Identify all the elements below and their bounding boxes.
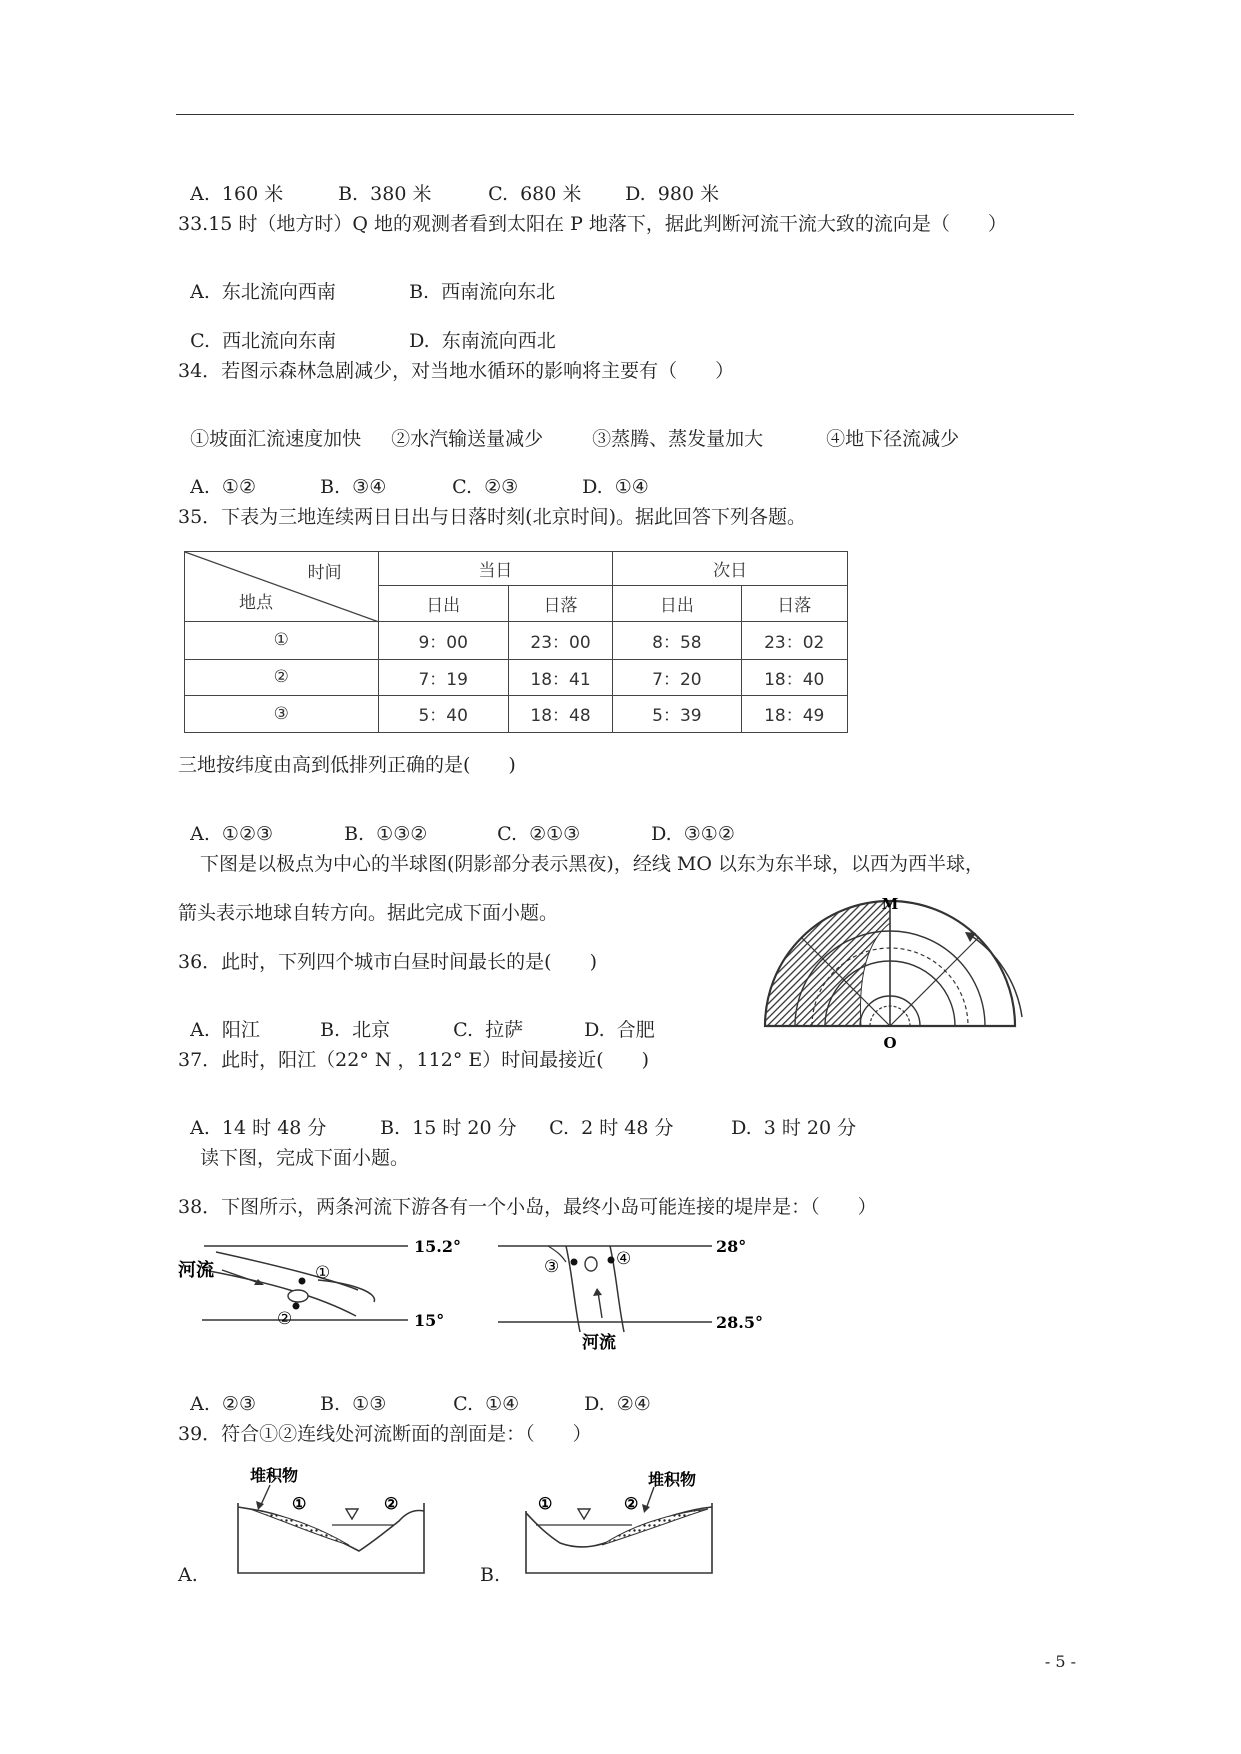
place-cell: ① [185, 622, 379, 659]
subheader-sunrise: 日出 [613, 586, 741, 622]
sunrise-sunset-table [184, 551, 848, 733]
time-cell: 23：00 [508, 622, 612, 659]
time-cell: 18：48 [508, 695, 612, 732]
item-3: ③蒸腾、蒸发量加大 [592, 428, 764, 450]
option-a: A. 160 米 [190, 183, 284, 205]
lat-top-label: 28° [716, 1237, 747, 1256]
table-row [185, 659, 848, 695]
option-b: B. ①③ [320, 1393, 387, 1415]
header-day1: 当日 [378, 552, 613, 586]
q33-options-row2 [178, 313, 556, 351]
subheader-sunset: 日落 [741, 586, 848, 622]
option-b: B. 北京 [320, 1019, 391, 1041]
option-b: B. ①③② [344, 823, 428, 845]
lat-bottom-label: 15° [414, 1311, 445, 1330]
time-cell: 7：20 [613, 659, 741, 695]
q38-stem: 38．下图所示，两条河流下游各有一个小岛，最终小岛可能连接的堤岸是：（ ） [178, 1196, 877, 1218]
river-label: 河流 [178, 1260, 214, 1281]
option-c: C. 680 米 [488, 183, 582, 205]
river-profile-a [234, 1463, 434, 1578]
island [288, 1290, 308, 1302]
lat-bottom-label: 28.5° [716, 1313, 763, 1332]
time-cell: 18：40 [741, 659, 848, 695]
q34-items [178, 411, 959, 449]
option-d: D. ②④ [584, 1393, 651, 1415]
q37-options [178, 1100, 856, 1138]
option-c: C. ②①③ [497, 823, 581, 845]
table-row [185, 622, 848, 659]
option-d: D. 3 时 20 分 [731, 1117, 857, 1139]
option-d: D. 980 米 [625, 183, 720, 205]
river-label: 河流 [582, 1333, 616, 1353]
header-day2: 次日 [613, 552, 848, 586]
corner-diagonal [185, 552, 379, 622]
deposit-pointer-head [642, 1504, 650, 1513]
item-1: ①坡面汇流速度加快 [190, 428, 362, 450]
island [585, 1257, 597, 1271]
option-a: A. 阳江 [190, 1019, 260, 1041]
place-cell: ③ [185, 695, 379, 732]
marker-4: ④ [616, 1249, 632, 1269]
label-o: O [883, 1034, 897, 1052]
subheader-sunrise: 日出 [378, 586, 508, 622]
deposit-label: 堆积物 [250, 1466, 299, 1485]
header-rule [176, 114, 1074, 115]
time-cell: 8：58 [613, 622, 741, 659]
fig-a-label: A. [178, 1564, 198, 1586]
marker-1: ① [538, 1494, 553, 1513]
option-c: C. 西北流向东南 [190, 330, 337, 352]
river-profile-b [522, 1463, 722, 1578]
option-a: A. ①② [190, 476, 256, 498]
time-cell: 5：40 [378, 695, 508, 732]
deposit-layer [250, 1509, 349, 1545]
option-a: A. 14 时 48 分 [190, 1117, 327, 1139]
time-cell: 18：41 [508, 659, 612, 695]
time-cell: 9：00 [378, 622, 508, 659]
q39-stem: 39．符合①②连线处河流断面的剖面是：（ ） [178, 1423, 592, 1445]
option-a: A. ①②③ [190, 823, 274, 845]
river-figure-left [178, 1232, 478, 1342]
river-bank-upper [216, 1252, 358, 1290]
option-c: C. 2 时 48 分 [549, 1117, 674, 1139]
flow-arrow [222, 1270, 262, 1284]
time-cell: 7：19 [378, 659, 508, 695]
subheader-sunset: 日落 [508, 586, 612, 622]
q34-options [178, 459, 649, 497]
item-2: ②水汽输送量减少 [391, 428, 544, 450]
point-2 [293, 1303, 300, 1310]
intro36-line2: 箭头表示地球自转方向。据此完成下面小题。 [178, 902, 559, 924]
marker-2: ② [384, 1494, 399, 1513]
option-a: A. ②③ [190, 1393, 256, 1415]
label-m: M [881, 895, 899, 913]
q35-options [178, 806, 735, 844]
flow-arrow [598, 1292, 602, 1318]
point-4 [608, 1257, 615, 1264]
q37-stem: 37．此时，阳江（22° N ，112° E）时间最接近( ) [178, 1049, 650, 1071]
table-row [185, 695, 848, 732]
option-b: B. 15 时 20 分 [380, 1117, 517, 1139]
option-d: D. ①④ [582, 476, 649, 498]
option-d: D. 合肥 [584, 1019, 655, 1041]
q32-options [178, 166, 719, 204]
marker-1: ① [315, 1263, 331, 1283]
option-c: C. ②③ [452, 476, 519, 498]
flow-arrow-head [593, 1288, 602, 1296]
marker-1: ① [292, 1494, 307, 1513]
corner-label-time: 时间 [307, 563, 342, 583]
option-b: B. 380 米 [338, 183, 432, 205]
option-c: C. 拉萨 [453, 1019, 524, 1041]
option-d: D. ③①② [651, 823, 735, 845]
page-number: - 5 - [1044, 1652, 1076, 1671]
point-1 [299, 1278, 306, 1285]
marker-2: ② [624, 1494, 639, 1513]
option-d: D. 东南流向西北 [409, 330, 556, 352]
table-corner-cell [185, 552, 379, 622]
option-b: B. ③④ [320, 476, 387, 498]
hemisphere-figure [760, 895, 1030, 1055]
fig-b-label: B. [480, 1564, 501, 1586]
read-figure-note: 读下图，完成下面小题。 [200, 1147, 410, 1169]
time-cell: 18：49 [741, 695, 848, 732]
corner-label-place: 地点 [239, 593, 273, 614]
marker-2: ② [277, 1309, 293, 1329]
q34-stem: 34．若图示森林急剧减少，对当地水循环的影响将主要有（ ） [178, 360, 735, 382]
marker-3: ③ [544, 1257, 560, 1277]
arrow-head [965, 932, 976, 942]
time-cell: 5：39 [613, 695, 741, 732]
river-bank-upper-end [318, 1280, 375, 1302]
option-a: A. 东北流向西南 [190, 281, 336, 303]
water-level-icon [578, 1509, 590, 1519]
option-c: C. ①④ [453, 1393, 520, 1415]
meridian [890, 937, 979, 1026]
water-level-icon [346, 1509, 358, 1519]
intro36-line1: 下图是以极点为中心的半球图(阴影部分表示黑夜)，经线 MO 以东为东半球，以西为西半球， [200, 853, 984, 875]
q33-options-row1 [178, 264, 555, 302]
q33-stem: 33.15 时（地方时）Q 地的观测者看到太阳在 P 地落下，据此判断河流干流大致的流向是（ ） [178, 213, 1007, 235]
time-cell: 23：02 [741, 622, 848, 659]
river-figure-right [498, 1232, 798, 1352]
deposit-pointer [646, 1487, 654, 1509]
place-cell: ② [185, 659, 379, 695]
point-3 [571, 1259, 578, 1266]
item-4: ④地下径流减少 [826, 428, 960, 450]
deposit-layer [602, 1509, 708, 1545]
q35-stem: 35．下表为三地连续两日日出与日落时刻(北京时间)。据此回答下列各题。 [178, 506, 807, 528]
q36-stem: 36．此时，下列四个城市白昼时间最长的是( ) [178, 951, 598, 973]
option-b: B. 西南流向东北 [409, 281, 556, 303]
deposit-label: 堆积物 [648, 1470, 697, 1489]
q38-options [178, 1376, 651, 1414]
q36-options [178, 1002, 655, 1040]
lat-top-label: 15.2° [414, 1237, 461, 1256]
q35-question: 三地按纬度由高到低排列正确的是( ) [178, 754, 516, 776]
